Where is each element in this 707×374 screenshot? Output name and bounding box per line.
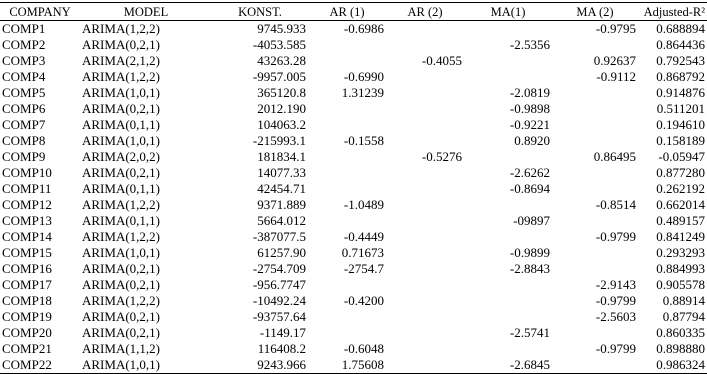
cell-ar1 xyxy=(308,149,386,165)
cell-konst: 9745.933 xyxy=(257,21,306,36)
table-row xyxy=(0,309,707,325)
cell-adjusted-r2: 0.986324 xyxy=(656,357,705,372)
cell-model: ARIMA(0,1,1) xyxy=(82,213,160,228)
cell-ma1: -0.9899 xyxy=(509,245,550,260)
cell-model: ARIMA(1,0,1) xyxy=(82,357,160,372)
cell-ma1: -0.9898 xyxy=(509,101,550,116)
cell-model: ARIMA(1,0,1) xyxy=(82,245,160,260)
cell-ma1 xyxy=(464,277,552,293)
table-header xyxy=(0,3,707,21)
cell-company: COMP8 xyxy=(2,133,46,148)
cell-ma1 xyxy=(464,21,552,38)
cell-ma1 xyxy=(464,293,552,309)
cell-ma1 xyxy=(464,229,552,245)
cell-ar1: 0.71673 xyxy=(341,245,384,260)
table-row xyxy=(0,357,707,374)
cell-model: ARIMA(1,0,1) xyxy=(82,133,160,148)
cell-ar1: -0.4449 xyxy=(343,229,384,244)
cell-ma1: -2.6262 xyxy=(509,165,550,180)
cell-adjusted-r2: 0.158189 xyxy=(656,133,705,148)
cell-ar1 xyxy=(308,213,386,229)
cell-konst: -956.7747 xyxy=(252,277,306,292)
cell-adjusted-r2: 0.87794 xyxy=(662,309,705,324)
cell-adjusted-r2: 0.884993 xyxy=(656,261,705,276)
cell-ma1: 0.8920 xyxy=(514,133,550,148)
cell-ma1: -2.8843 xyxy=(509,261,550,276)
cell-model: ARIMA(0,1,1) xyxy=(82,181,160,196)
table-row xyxy=(0,325,707,341)
cell-konst: 14077.33 xyxy=(257,165,306,180)
cell-company: COMP17 xyxy=(2,277,52,292)
table-row xyxy=(0,117,707,133)
cell-adjusted-r2: 0.88914 xyxy=(662,293,705,308)
cell-ar2 xyxy=(386,261,464,277)
table-row xyxy=(0,69,707,85)
cell-konst: 43263.28 xyxy=(257,53,306,68)
cell-company: COMP19 xyxy=(2,309,52,324)
cell-model: ARIMA(0,2,1) xyxy=(82,309,160,324)
cell-konst: 9243.966 xyxy=(257,357,306,372)
cell-ma2 xyxy=(552,245,638,261)
table-row xyxy=(0,197,707,213)
cell-company: COMP6 xyxy=(2,101,46,116)
cell-ar1: -0.6048 xyxy=(343,341,384,356)
header-row xyxy=(0,3,707,21)
table-row xyxy=(0,261,707,277)
cell-ma1: -0.9221 xyxy=(509,117,550,132)
cell-company: COMP22 xyxy=(2,357,52,372)
cell-ma2 xyxy=(552,117,638,133)
cell-company: COMP1 xyxy=(2,21,46,36)
cell-model: ARIMA(0,2,1) xyxy=(82,325,160,340)
cell-model: ARIMA(1,1,2) xyxy=(82,341,160,356)
cell-ma2 xyxy=(552,181,638,197)
table-row xyxy=(0,149,707,165)
column-header-ar1: AR (1) xyxy=(329,4,365,19)
cell-ar2 xyxy=(386,165,464,181)
cell-ma2 xyxy=(552,133,638,149)
cell-model: ARIMA(1,2,2) xyxy=(82,69,160,84)
cell-ar2 xyxy=(386,357,464,374)
table-body xyxy=(0,21,707,374)
column-header-konst: KONST. xyxy=(238,4,282,19)
cell-company: COMP13 xyxy=(2,213,52,228)
cell-ma1: -2.0819 xyxy=(509,85,550,100)
cell-ar2 xyxy=(386,277,464,293)
cell-konst: 61257.90 xyxy=(257,245,306,260)
cell-adjusted-r2: 0.898880 xyxy=(656,341,705,356)
cell-ma2 xyxy=(552,357,638,374)
cell-model: ARIMA(1,0,1) xyxy=(82,85,160,100)
cell-adjusted-r2: 0.914876 xyxy=(656,85,705,100)
table-row xyxy=(0,341,707,357)
cell-model: ARIMA(1,2,2) xyxy=(82,197,160,212)
cell-ma1: -2.5356 xyxy=(509,37,550,52)
cell-model: ARIMA(2,0,2) xyxy=(82,149,160,164)
cell-ar2 xyxy=(386,325,464,341)
table-row xyxy=(0,229,707,245)
cell-ma1 xyxy=(464,309,552,325)
cell-adjusted-r2: -0.05947 xyxy=(658,149,705,164)
cell-model: ARIMA(2,1,2) xyxy=(82,53,160,68)
cell-ma1: -0.8694 xyxy=(509,181,550,196)
cell-konst: -215993.1 xyxy=(252,133,306,148)
cell-adjusted-r2: 0.511201 xyxy=(656,101,705,116)
cell-adjusted-r2: 0.877280 xyxy=(656,165,705,180)
cell-ar1 xyxy=(308,165,386,181)
cell-konst: -387077.5 xyxy=(252,229,306,244)
cell-konst: -1149.17 xyxy=(259,325,306,340)
cell-company: COMP12 xyxy=(2,197,52,212)
table-row xyxy=(0,165,707,181)
cell-ma2: -0.8514 xyxy=(595,197,636,212)
cell-ma2: -2.9143 xyxy=(595,277,636,292)
cell-model: ARIMA(1,2,2) xyxy=(82,293,160,308)
cell-adjusted-r2: 0.860335 xyxy=(656,325,705,340)
cell-ar1: 1.31239 xyxy=(341,85,384,100)
cell-ar2 xyxy=(386,21,464,38)
cell-company: COMP5 xyxy=(2,85,46,100)
table-row xyxy=(0,293,707,309)
cell-adjusted-r2: 0.262192 xyxy=(656,181,705,196)
cell-ma2: 0.86495 xyxy=(593,149,636,164)
column-header-ma2: MA (2) xyxy=(576,4,614,19)
cell-ar1: -2754.7 xyxy=(343,261,384,276)
cell-ma1 xyxy=(464,149,552,165)
cell-ma2: -0.9799 xyxy=(595,341,636,356)
cell-konst: 42454.71 xyxy=(257,181,306,196)
cell-ar1: -1.0489 xyxy=(343,197,384,212)
cell-model: ARIMA(0,1,1) xyxy=(82,117,160,132)
cell-ma1: -2.6845 xyxy=(509,357,550,372)
cell-company: COMP14 xyxy=(2,229,52,244)
cell-ar2 xyxy=(386,229,464,245)
cell-ar1: -0.4200 xyxy=(343,293,384,308)
cell-adjusted-r2: 0.868792 xyxy=(656,69,705,84)
cell-ar1 xyxy=(308,117,386,133)
cell-ar2 xyxy=(386,133,464,149)
cell-model: ARIMA(0,2,1) xyxy=(82,37,160,52)
cell-konst: 365120.8 xyxy=(257,85,306,100)
table-row xyxy=(0,245,707,261)
cell-ar1: -0.1558 xyxy=(343,133,384,148)
cell-ma1 xyxy=(464,341,552,357)
cell-ar1: 1.75608 xyxy=(341,357,384,372)
column-header-company: COMPANY xyxy=(9,4,71,19)
cell-adjusted-r2: 0.841249 xyxy=(656,229,705,244)
cell-model: ARIMA(1,2,2) xyxy=(82,229,160,244)
cell-ar2 xyxy=(386,309,464,325)
cell-ma2: -0.9112 xyxy=(596,69,636,84)
cell-company: COMP7 xyxy=(2,117,46,132)
cell-company: COMP20 xyxy=(2,325,52,340)
cell-konst: -93757.64 xyxy=(252,309,306,324)
table-row xyxy=(0,181,707,197)
cell-ar1 xyxy=(308,277,386,293)
table-row xyxy=(0,37,707,53)
cell-adjusted-r2: 0.662014 xyxy=(656,197,705,212)
cell-adjusted-r2: 0.864436 xyxy=(656,37,705,52)
cell-adjusted-r2: 0.293293 xyxy=(656,245,705,260)
cell-ar1 xyxy=(308,309,386,325)
column-header-adjusted-r2: Adjusted-R² xyxy=(643,4,705,19)
cell-ma1 xyxy=(464,53,552,69)
cell-company: COMP15 xyxy=(2,245,52,260)
cell-konst: -9957.005 xyxy=(252,69,306,84)
cell-company: COMP9 xyxy=(2,149,46,164)
cell-adjusted-r2: 0.688894 xyxy=(656,21,705,36)
cell-company: COMP10 xyxy=(2,165,52,180)
cell-company: COMP16 xyxy=(2,261,52,276)
cell-ma2 xyxy=(552,213,638,229)
cell-adjusted-r2: 0.792543 xyxy=(656,53,705,68)
cell-ar2 xyxy=(386,37,464,53)
cell-konst: 104063.2 xyxy=(257,117,306,132)
cell-ma1 xyxy=(464,197,552,213)
cell-ar2: -0.5276 xyxy=(421,149,462,164)
cell-company: COMP3 xyxy=(2,53,46,68)
cell-ma2 xyxy=(552,101,638,117)
cell-ar1: -0.6990 xyxy=(343,69,384,84)
cell-ar2 xyxy=(386,341,464,357)
table-row xyxy=(0,21,707,38)
cell-ar2 xyxy=(386,69,464,85)
cell-ar2 xyxy=(386,197,464,213)
cell-company: COMP18 xyxy=(2,293,52,308)
cell-model: ARIMA(0,2,1) xyxy=(82,101,160,116)
table-row xyxy=(0,101,707,117)
table-row xyxy=(0,53,707,69)
cell-ar1 xyxy=(308,181,386,197)
table-row xyxy=(0,277,707,293)
cell-ar1 xyxy=(308,325,386,341)
table-row xyxy=(0,213,707,229)
cell-ar1: -0.6986 xyxy=(343,21,384,36)
cell-ma2 xyxy=(552,325,638,341)
cell-ar2 xyxy=(386,245,464,261)
cell-ar2 xyxy=(386,181,464,197)
cell-ma1 xyxy=(464,69,552,85)
column-header-ar2: AR (2) xyxy=(407,4,443,19)
cell-ma2 xyxy=(552,165,638,181)
column-header-ma1: MA(1) xyxy=(490,4,526,19)
cell-company: COMP4 xyxy=(2,69,46,84)
cell-ma2 xyxy=(552,85,638,101)
cell-ma1: -2.5741 xyxy=(509,325,550,340)
column-header-model: MODEL xyxy=(123,4,169,19)
cell-ar2 xyxy=(386,101,464,117)
cell-konst: 116408.2 xyxy=(257,341,306,356)
cell-ma2: -0.9795 xyxy=(595,21,636,36)
cell-ma2 xyxy=(552,261,638,277)
cell-model: ARIMA(0,2,1) xyxy=(82,277,160,292)
cell-ma2: 0.92637 xyxy=(593,53,636,68)
cell-ar1 xyxy=(308,37,386,53)
cell-ar1 xyxy=(308,101,386,117)
cell-model: ARIMA(0,2,1) xyxy=(82,165,160,180)
cell-konst: -4053.585 xyxy=(252,37,306,52)
cell-ar2: -0.4055 xyxy=(421,53,462,68)
cell-adjusted-r2: 0.489157 xyxy=(656,213,705,228)
cell-ma2: -0.9799 xyxy=(595,293,636,308)
cell-adjusted-r2: 0.194610 xyxy=(656,117,705,132)
cell-ma2: -2.5603 xyxy=(595,309,636,324)
cell-konst: 5664.012 xyxy=(257,213,306,228)
cell-konst: 181834.1 xyxy=(257,149,306,164)
cell-ma2 xyxy=(552,37,638,53)
cell-company: COMP11 xyxy=(2,181,52,196)
cell-model: ARIMA(1,2,2) xyxy=(82,21,160,36)
cell-konst: -2754.709 xyxy=(252,261,306,276)
cell-ar2 xyxy=(386,117,464,133)
cell-model: ARIMA(0,2,1) xyxy=(82,261,160,276)
cell-adjusted-r2: 0.905578 xyxy=(656,277,705,292)
cell-company: COMP21 xyxy=(2,341,52,356)
cell-ma1: -09897 xyxy=(513,213,550,228)
table-row xyxy=(0,85,707,101)
cell-company: COMP2 xyxy=(2,37,46,52)
cell-konst: 2012.190 xyxy=(257,101,306,116)
cell-konst: -10492.24 xyxy=(252,293,306,308)
arima-results-table xyxy=(0,2,707,374)
cell-ar2 xyxy=(386,85,464,101)
cell-ma2: -0.9799 xyxy=(595,229,636,244)
table-row xyxy=(0,133,707,149)
cell-konst: 9371.889 xyxy=(257,197,306,212)
cell-ar2 xyxy=(386,293,464,309)
cell-ar1 xyxy=(308,53,386,69)
cell-ar2 xyxy=(386,213,464,229)
